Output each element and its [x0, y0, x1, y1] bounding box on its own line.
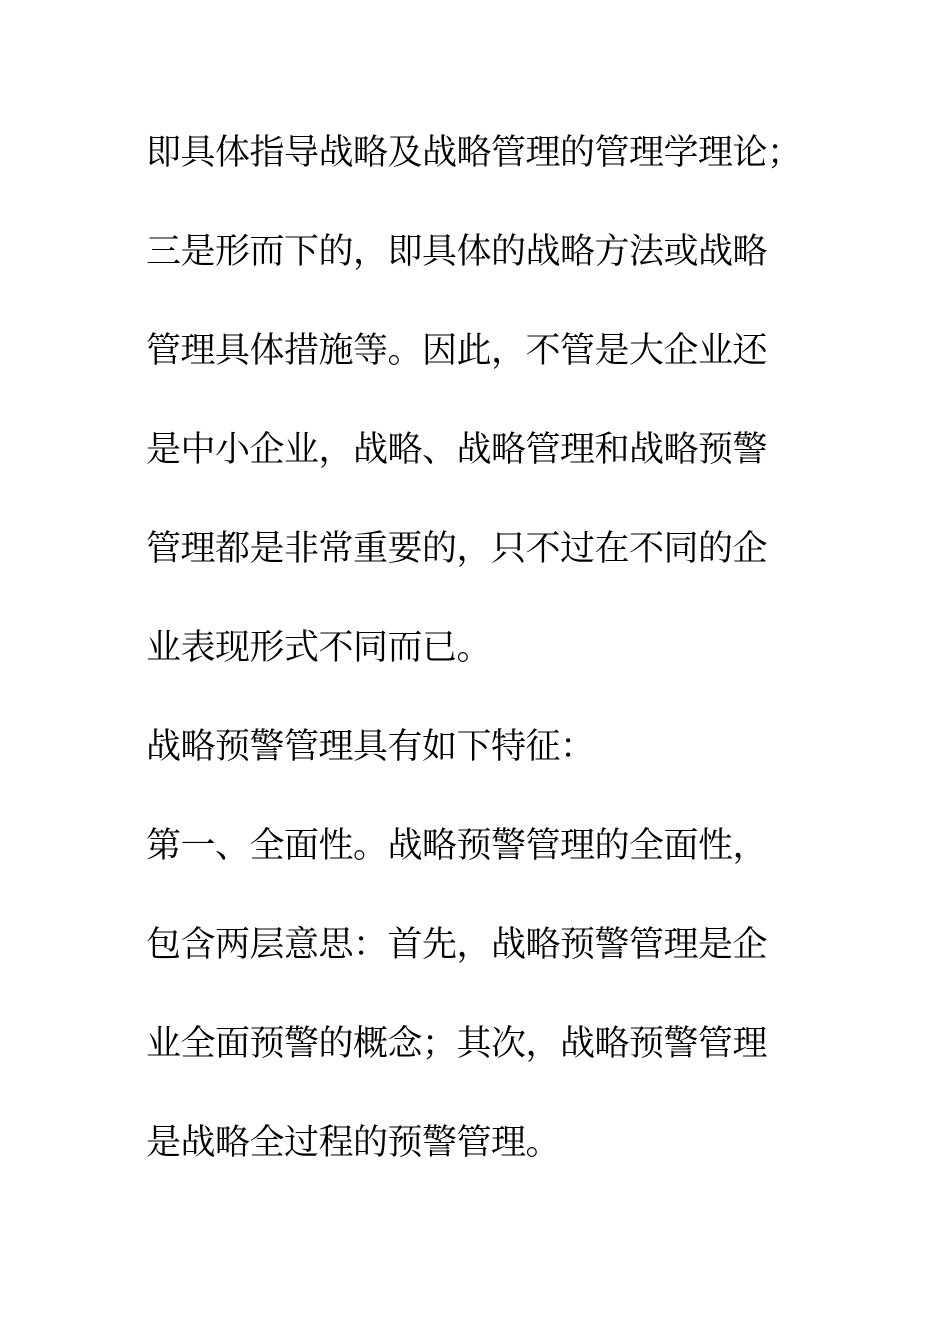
text-line-6: 业表现形式不同而已。: [146, 628, 492, 668]
text-line-1: 即具体指导战略及战略管理的管理学理论；: [146, 133, 802, 173]
text-line-2: 三是形而下的，即具体的战略方法或战略: [146, 232, 768, 272]
text-line-4: 是中小企业，战略、战略管理和战略预警: [146, 430, 768, 470]
text-line-8: 第一、全面性。战略预警管理的全面性，: [146, 826, 768, 866]
text-line-7: 战略预警管理具有如下特征：: [146, 727, 595, 767]
text-line-9: 包含两层意思：首先，战略预警管理是企: [146, 925, 768, 965]
text-line-3: 管理具体措施等。因此，不管是大企业还: [146, 331, 768, 371]
text-line-11: 是战略全过程的预警管理。: [146, 1123, 561, 1163]
text-line-10: 业全面预警的概念；其次，战略预警管理: [146, 1024, 768, 1064]
text-line-5: 管理都是非常重要的，只不过在不同的企: [146, 529, 768, 569]
